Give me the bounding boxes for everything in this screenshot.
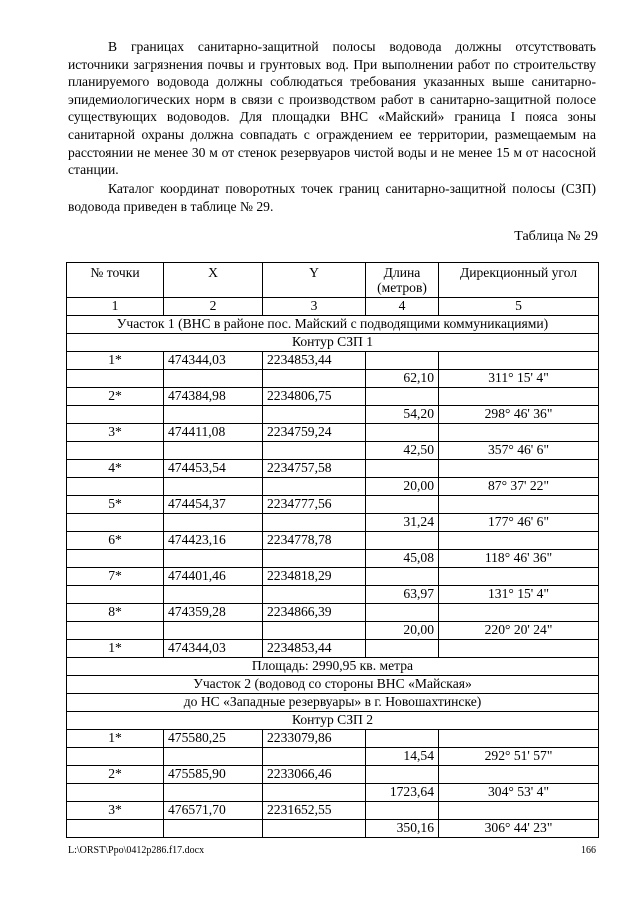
empty-cell [164,514,263,532]
point-number: 6* [67,532,164,550]
empty-cell [67,550,164,568]
point-y: 2234866,39 [263,604,366,622]
header-point-number: № точки [67,263,164,298]
point-y: 2234777,56 [263,496,366,514]
point-number: 1* [67,640,164,658]
point-y: 2234778,78 [263,532,366,550]
header-direction-angle: Дирекционный угол [439,263,599,298]
empty-cell [164,550,263,568]
empty-cell [164,442,263,460]
empty-cell [366,532,439,550]
point-row [67,640,599,658]
point-x: 474453,54 [164,460,263,478]
segment-row [67,442,599,460]
header-length: Длина (метров) [366,263,439,298]
table-header-row [67,263,599,298]
header-x: X [164,263,263,298]
empty-cell [439,496,599,514]
empty-cell [263,514,366,532]
empty-cell [439,766,599,784]
segment-angle: 220° 20' 24" [439,622,599,640]
point-number: 1* [67,730,164,748]
contour-2-title: Контур СЗП 2 [67,712,599,730]
col-number: 3 [263,298,366,316]
point-number: 3* [67,802,164,820]
empty-cell [263,784,366,802]
segment-row [67,748,599,766]
empty-cell [263,550,366,568]
col-number: 5 [439,298,599,316]
page-number: 166 [581,845,596,856]
footer-file-path: L:\ORST\Ppo\0412p286.f17.docx [68,845,205,856]
empty-cell [439,604,599,622]
column-numbers-row [67,298,599,316]
empty-cell [263,406,366,424]
segment-angle: 304° 53' 4" [439,784,599,802]
empty-cell [439,532,599,550]
intro-paragraph: В границах санитарно-защитной полосы водовода должны отсутствовать источники загрязнения почвы и грунтовых вод. При выполнении работ по строительству планируемого водовода должны соблюдаться требования указанных выше санитарно-эпидемиологических норм в связи с производством работ в санитарно-защитной полосе существующих водоводов. Для площадки ВНС «Майский» граница I пояса зоны санитарной охраны должна совпадать с ограждением ее территории, размещаемым на расстоянии не менее 30 м от стенок резервуаров чистой воды и не менее 15 м от насосной станции. [68,39,596,178]
empty-cell [164,406,263,424]
empty-cell [67,784,164,802]
point-x: 474423,16 [164,532,263,550]
header-y: Y [263,263,366,298]
point-row [67,604,599,622]
empty-cell [439,424,599,442]
empty-cell [164,622,263,640]
point-x: 474454,37 [164,496,263,514]
segment-row [67,622,599,640]
empty-cell [164,586,263,604]
section-2-title-line2: до НС «Западные резервуары» в г. Новошахтинске) [67,694,599,712]
empty-cell [164,478,263,496]
col-number: 4 [366,298,439,316]
point-y: 2234818,29 [263,568,366,586]
segment-length: 62,10 [366,370,439,388]
empty-cell [263,370,366,388]
empty-cell [366,730,439,748]
section-2-title-line1-row [67,676,599,694]
contour-1-title-row [67,334,599,352]
empty-cell [67,370,164,388]
segment-length: 54,20 [366,406,439,424]
empty-cell [263,622,366,640]
empty-cell [164,784,263,802]
empty-cell [439,802,599,820]
point-y: 2233079,86 [263,730,366,748]
point-x: 474411,08 [164,424,263,442]
point-number: 5* [67,496,164,514]
point-row [67,730,599,748]
segment-length: 14,54 [366,748,439,766]
point-x: 474359,28 [164,604,263,622]
segment-row [67,550,599,568]
point-row [67,532,599,550]
empty-cell [164,370,263,388]
empty-cell [439,352,599,370]
catalog-paragraph: Каталог координат поворотных точек границ санитарно-защитной полосы (СЗП) водовода приведен в таблице № 29. [68,181,596,214]
col-number: 1 [67,298,164,316]
point-y: 2234853,44 [263,640,366,658]
point-number: 2* [67,388,164,406]
section-1-title-row [67,316,599,334]
coordinates-table [66,262,599,838]
empty-cell [366,802,439,820]
empty-cell [67,514,164,532]
segment-row [67,514,599,532]
empty-cell [366,424,439,442]
empty-cell [263,442,366,460]
area-1-row [67,658,599,676]
segment-angle: 357° 46' 6" [439,442,599,460]
segment-angle: 177° 46' 6" [439,514,599,532]
segment-row [67,370,599,388]
segment-angle: 306° 44' 23" [439,820,599,838]
point-row [67,496,599,514]
segment-row [67,820,599,838]
point-x: 474344,03 [164,352,263,370]
segment-row [67,406,599,424]
empty-cell [366,766,439,784]
segment-row [67,586,599,604]
segment-length: 45,08 [366,550,439,568]
point-number: 3* [67,424,164,442]
point-number: 4* [67,460,164,478]
segment-angle: 298° 46' 36" [439,406,599,424]
point-row [67,802,599,820]
empty-cell [439,730,599,748]
point-y: 2231652,55 [263,802,366,820]
point-number: 8* [67,604,164,622]
point-number: 2* [67,766,164,784]
section-2-title-line1: Участок 2 (водовод со стороны ВНС «Майская» [67,676,599,694]
empty-cell [67,406,164,424]
empty-cell [263,820,366,838]
empty-cell [67,478,164,496]
segment-angle: 118° 46' 36" [439,550,599,568]
empty-cell [366,460,439,478]
point-row [67,352,599,370]
point-y: 2234853,44 [263,352,366,370]
segment-length: 350,16 [366,820,439,838]
point-row [67,388,599,406]
point-x: 474401,46 [164,568,263,586]
point-x: 474344,03 [164,640,263,658]
empty-cell [366,388,439,406]
point-x: 474384,98 [164,388,263,406]
segment-angle: 292° 51' 57" [439,748,599,766]
empty-cell [366,352,439,370]
segment-angle: 311° 15' 4" [439,370,599,388]
empty-cell [263,586,366,604]
segment-length: 20,00 [366,478,439,496]
point-y: 2234806,75 [263,388,366,406]
contour-1-title: Контур СЗП 1 [67,334,599,352]
segment-length: 63,97 [366,586,439,604]
empty-cell [439,640,599,658]
segment-row [67,784,599,802]
point-x: 475580,25 [164,730,263,748]
point-x: 475585,90 [164,766,263,784]
point-row [67,424,599,442]
contour-2-title-row [67,712,599,730]
empty-cell [366,604,439,622]
segment-length: 1723,64 [366,784,439,802]
empty-cell [439,388,599,406]
point-y: 2234759,24 [263,424,366,442]
empty-cell [67,748,164,766]
point-number: 1* [67,352,164,370]
segment-row [67,478,599,496]
area-1: Площадь: 2990,95 кв. метра [67,658,599,676]
segment-length: 20,00 [366,622,439,640]
empty-cell [67,820,164,838]
segment-length: 42,50 [366,442,439,460]
empty-cell [439,568,599,586]
point-y: 2234757,58 [263,460,366,478]
empty-cell [67,442,164,460]
empty-cell [366,568,439,586]
point-row [67,460,599,478]
section-1-title: Участок 1 (ВНС в районе пос. Майский с подводящими коммуникациями) [67,316,599,334]
segment-angle: 131° 15' 4" [439,586,599,604]
empty-cell [164,748,263,766]
point-x: 476571,70 [164,802,263,820]
point-row [67,766,599,784]
empty-cell [263,748,366,766]
table-caption: Таблица № 29 [514,229,598,244]
segment-length: 31,24 [366,514,439,532]
section-2-title-line2-row [67,694,599,712]
empty-cell [164,820,263,838]
point-row [67,568,599,586]
empty-cell [67,586,164,604]
point-y: 2233066,46 [263,766,366,784]
empty-cell [366,496,439,514]
empty-cell [67,622,164,640]
empty-cell [439,460,599,478]
point-number: 7* [67,568,164,586]
empty-cell [263,478,366,496]
segment-angle: 87° 37' 22" [439,478,599,496]
empty-cell [366,640,439,658]
col-number: 2 [164,298,263,316]
